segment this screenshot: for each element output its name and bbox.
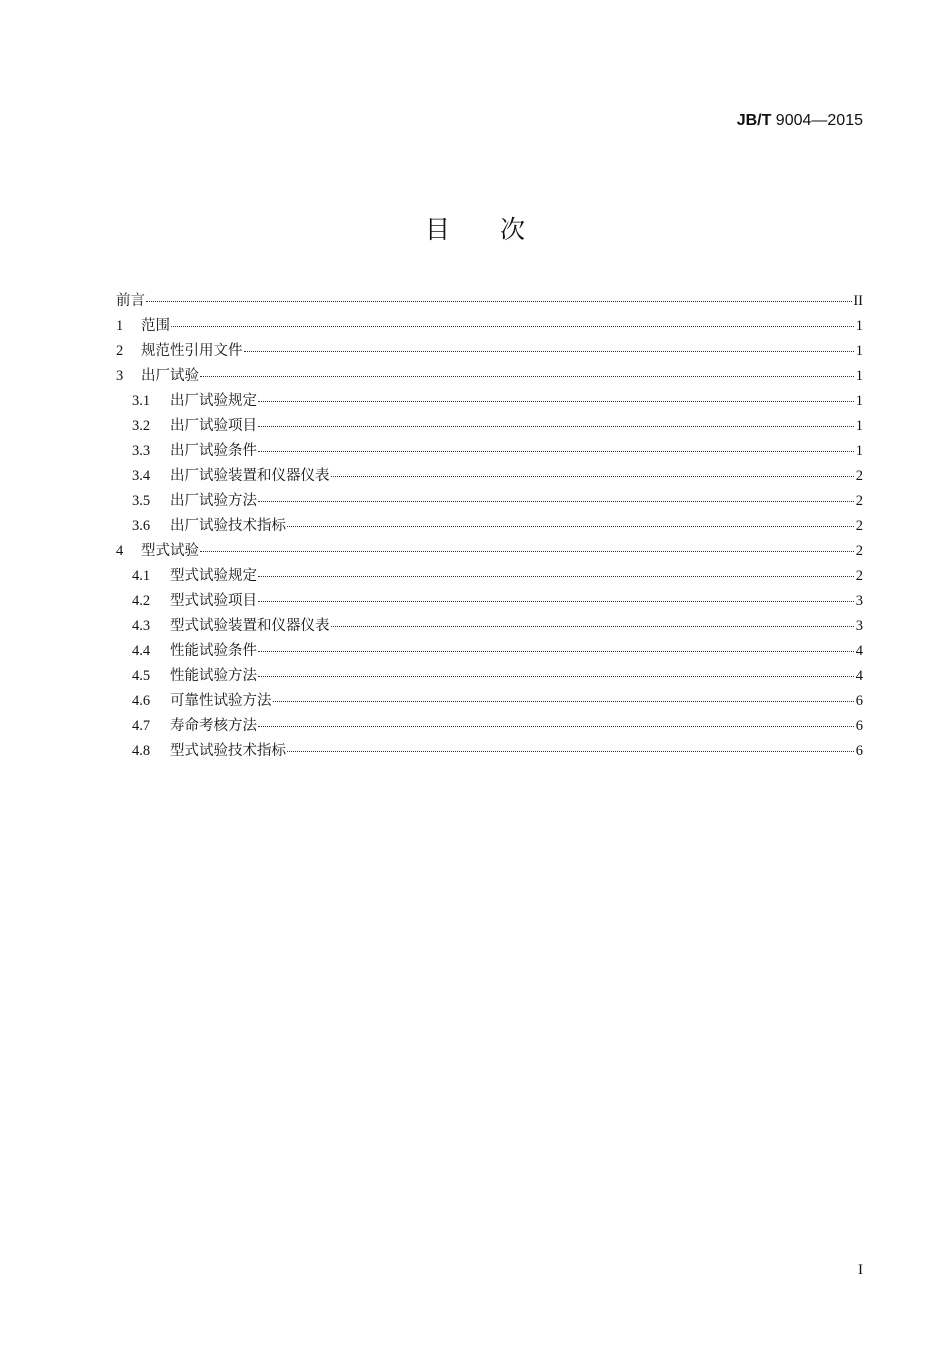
standard-code — [737, 112, 863, 130]
toc-entry-number: 3 — [116, 368, 124, 384]
toc-dot-leader — [258, 448, 854, 452]
toc-entry-label: 型式试验项目 — [170, 593, 257, 609]
toc-entry[interactable] — [116, 514, 863, 539]
toc-entry-page: 1 — [855, 318, 863, 334]
toc-entry-label: 出厂试验装置和仪器仪表 — [170, 468, 330, 484]
toc-entry-page: 2 — [855, 568, 863, 584]
toc-entry-page: 1 — [855, 418, 863, 434]
standard-code-prefix: JB/T — [736, 112, 772, 129]
toc-entry-label: 性能试验条件 — [170, 643, 257, 659]
toc-entry-label: 可靠性试验方法 — [170, 693, 272, 709]
toc-entry[interactable] — [116, 539, 863, 564]
toc-entry-page: 1 — [855, 368, 863, 384]
toc-entry[interactable] — [116, 664, 863, 689]
toc-dot-leader — [258, 398, 854, 402]
toc-entry[interactable] — [116, 639, 863, 664]
toc-entry-page: 4 — [855, 668, 863, 684]
toc-entry-number: 4.3 — [132, 618, 151, 634]
toc-entry-label: 出厂试验 — [141, 368, 199, 384]
toc-entry[interactable] — [116, 489, 863, 514]
toc-entry-label: 型式试验 — [141, 543, 199, 559]
toc-entry[interactable] — [116, 714, 863, 739]
toc-entry-page: 6 — [855, 718, 863, 734]
toc-dot-leader — [258, 573, 854, 577]
toc-entry-number: 3.3 — [132, 443, 151, 459]
page-title — [0, 210, 950, 246]
standard-code-number: 9004—2015 — [771, 112, 863, 129]
toc-entry-number: 4.2 — [132, 593, 151, 609]
toc-entry-page: 3 — [855, 593, 863, 609]
toc-entry-page: 2 — [855, 493, 863, 509]
toc-entry-page: 1 — [855, 443, 863, 459]
toc-entry-page: 2 — [855, 543, 863, 559]
toc-entry-label: 范围 — [141, 318, 170, 334]
toc-dot-leader — [258, 598, 854, 602]
toc-entry[interactable] — [116, 439, 863, 464]
toc-entry-number: 4.7 — [132, 718, 151, 734]
toc-entry-number: 4.5 — [132, 668, 151, 684]
footer-page-number: I — [858, 1262, 863, 1278]
toc-entry-number: 1 — [116, 318, 124, 334]
toc-dot-leader — [258, 723, 854, 727]
toc-entry[interactable] — [116, 289, 863, 314]
toc-dot-leader — [146, 298, 852, 302]
toc-entry-label: 规范性引用文件 — [141, 343, 243, 359]
toc-entry[interactable] — [116, 564, 863, 589]
toc-dot-leader — [244, 348, 855, 352]
toc-entry-number: 3.2 — [132, 418, 151, 434]
toc-entry-page: 2 — [855, 518, 863, 534]
toc-dot-leader — [287, 748, 854, 752]
toc-entry-label: 出厂试验方法 — [170, 493, 257, 509]
toc-entry-number: 3.6 — [132, 518, 151, 534]
toc-entry-label: 型式试验规定 — [170, 568, 257, 584]
toc-dot-leader — [273, 698, 855, 702]
toc-entry-page: 6 — [855, 693, 863, 709]
toc-entry-label: 型式试验装置和仪器仪表 — [170, 618, 330, 634]
toc-entry-number: 3.1 — [132, 393, 151, 409]
toc-entry-label: 出厂试验项目 — [170, 418, 257, 434]
toc-entry[interactable] — [116, 339, 863, 364]
toc-entry[interactable] — [116, 464, 863, 489]
toc-dot-leader — [258, 648, 854, 652]
toc-entry[interactable] — [116, 364, 863, 389]
toc-entry-page: 4 — [855, 643, 863, 659]
toc-entry-number: 3.4 — [132, 468, 151, 484]
toc-dot-leader — [200, 373, 854, 377]
toc-entry-number: 4 — [116, 543, 124, 559]
toc-entry[interactable] — [116, 414, 863, 439]
toc-entry[interactable] — [116, 739, 863, 764]
toc-dot-leader — [331, 623, 855, 627]
toc-entry[interactable] — [116, 589, 863, 614]
toc-entry-page: 6 — [855, 743, 863, 759]
toc-dot-leader — [287, 523, 854, 527]
toc-entry-page: 3 — [855, 618, 863, 634]
toc-entry-number: 3.5 — [132, 493, 151, 509]
page-title-char-1: 目 — [424, 215, 450, 244]
toc-dot-leader — [258, 423, 854, 427]
toc-entry-label: 出厂试验条件 — [170, 443, 257, 459]
toc-entry[interactable] — [116, 314, 863, 339]
toc-entry-page: 2 — [855, 468, 863, 484]
toc-dot-leader — [331, 473, 855, 477]
page-title-char-2: 次 — [500, 215, 526, 244]
toc-entry-page: 1 — [855, 343, 863, 359]
toc-dot-leader — [171, 323, 854, 327]
toc-entry-number: 4.4 — [132, 643, 151, 659]
toc-entry-number: 4.1 — [132, 568, 151, 584]
toc-entry-label: 型式试验技术指标 — [170, 743, 286, 759]
toc-dot-leader — [258, 673, 854, 677]
toc-entry-page: 1 — [855, 393, 863, 409]
toc-entry-label: 寿命考核方法 — [170, 718, 257, 734]
toc-entry[interactable] — [116, 689, 863, 714]
toc-entry[interactable] — [116, 614, 863, 639]
toc-entry-number: 2 — [116, 343, 124, 359]
toc-entry-number: 4.6 — [132, 693, 151, 709]
toc-entry-label: 性能试验方法 — [170, 668, 257, 684]
toc-dot-leader — [200, 548, 854, 552]
toc-dot-leader — [258, 498, 854, 502]
toc-entry-number: 4.8 — [132, 743, 151, 759]
toc-entry[interactable] — [116, 389, 863, 414]
toc-entry-label: 出厂试验技术指标 — [170, 518, 286, 534]
toc-entry-label: 前言 — [116, 293, 145, 309]
toc-entry-page: II — [853, 293, 863, 309]
table-of-contents — [116, 289, 863, 764]
toc-entry-label: 出厂试验规定 — [170, 393, 257, 409]
